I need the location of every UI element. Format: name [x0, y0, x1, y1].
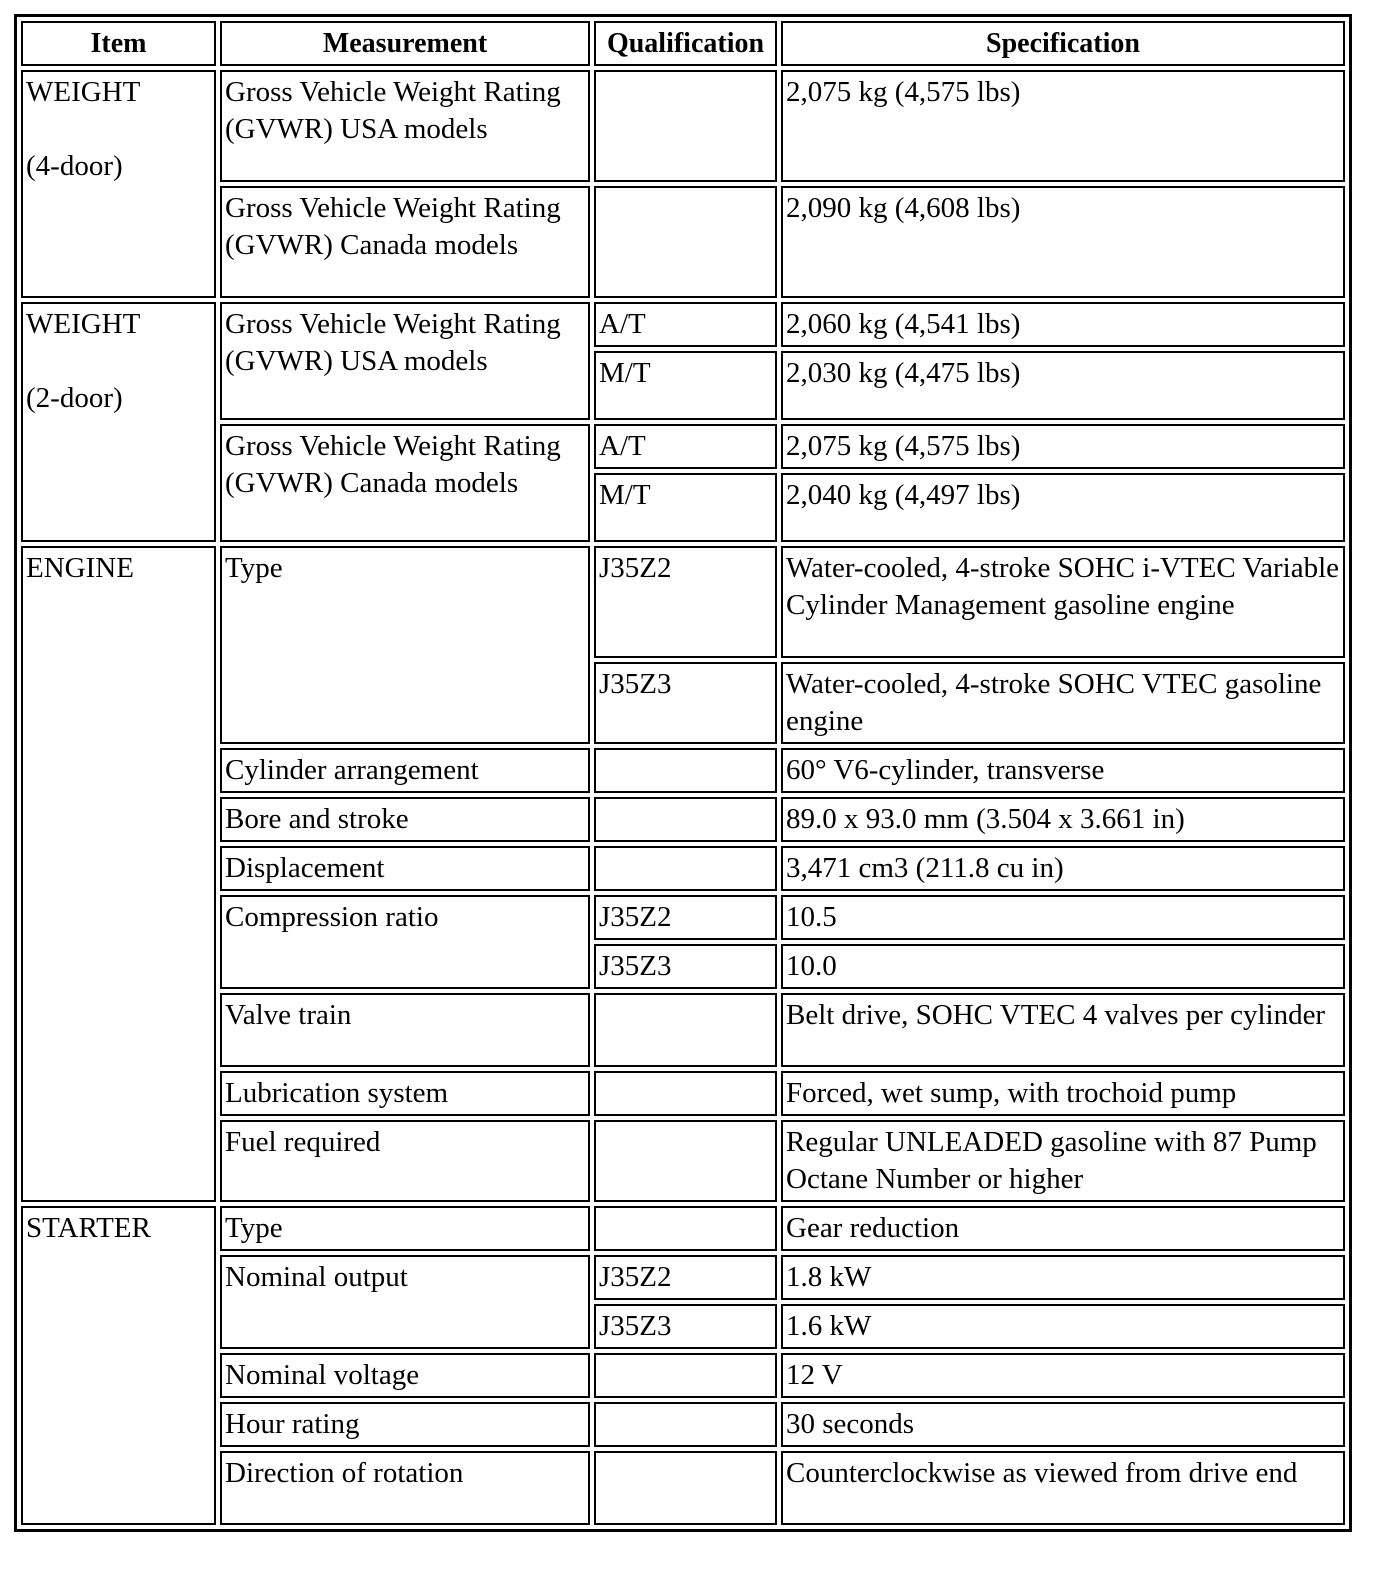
measurement-cell: Gross Vehicle Weight Rating (GVWR) Canada models [220, 186, 590, 298]
specification-cell: 2,090 kg (4,608 lbs) [781, 186, 1345, 298]
qualification-cell: J35Z3 [594, 662, 777, 744]
qualification-cell [594, 1402, 777, 1447]
specification-cell: Forced, wet sump, with trochoid pump [781, 1071, 1345, 1116]
table-row [21, 186, 1345, 298]
item-label: WEIGHT [26, 308, 141, 340]
table-row [21, 1120, 1345, 1202]
qualification-cell: J35Z2 [594, 895, 777, 940]
specifications-table [14, 14, 1352, 1532]
qualification-cell: J35Z2 [594, 1255, 777, 1300]
measurement-cell: Gross Vehicle Weight Rating (GVWR) USA models [220, 70, 590, 182]
measurement-cell: Bore and stroke [220, 797, 590, 842]
measurement-cell: Gross Vehicle Weight Rating (GVWR) Canada models [220, 424, 590, 542]
measurement-cell: Direction of rotation [220, 1451, 590, 1525]
qualification-cell [594, 1071, 777, 1116]
item-sublabel: (2-door) [26, 382, 123, 414]
specification-cell: Water-cooled, 4-stroke SOHC i-VTEC Variable Cylinder Management gasoline engine [781, 546, 1345, 658]
header-qualification: Qualification [594, 21, 777, 66]
measurement-cell: Valve train [220, 993, 590, 1067]
qualification-cell [594, 186, 777, 298]
table-row [21, 1255, 1345, 1300]
item-sublabel: (4-door) [26, 150, 123, 182]
qualification-cell [594, 748, 777, 793]
item-cell-engine: ENGINE [21, 546, 216, 1202]
qualification-cell [594, 1451, 777, 1525]
specification-cell: Water-cooled, 4-stroke SOHC VTEC gasoline engine [781, 662, 1345, 744]
table-row [21, 1451, 1345, 1525]
table-row [21, 1402, 1345, 1447]
specification-cell: 2,040 kg (4,497 lbs) [781, 473, 1345, 542]
specification-cell: Counterclockwise as viewed from drive end [781, 1451, 1345, 1525]
specification-cell: 1.8 kW [781, 1255, 1345, 1300]
item-cell-starter: STARTER [21, 1206, 216, 1525]
table-row [21, 546, 1345, 658]
measurement-cell: Nominal output [220, 1255, 590, 1349]
qualification-cell [594, 846, 777, 891]
table-row [21, 70, 1345, 182]
table-row [21, 424, 1345, 469]
specification-cell: 12 V [781, 1353, 1345, 1398]
table-row [21, 993, 1345, 1067]
measurement-cell: Type [220, 546, 590, 744]
specification-cell: 3,471 cm3 (211.8 cu in) [781, 846, 1345, 891]
qualification-cell: J35Z3 [594, 944, 777, 989]
item-cell-weight-4door [21, 70, 216, 298]
item-cell-weight-2door [21, 302, 216, 542]
specification-cell: 10.5 [781, 895, 1345, 940]
table-row [21, 846, 1345, 891]
specification-cell: 2,030 kg (4,475 lbs) [781, 351, 1345, 420]
item-label: WEIGHT [26, 76, 141, 108]
header-measurement: Measurement [220, 21, 590, 66]
qualification-cell [594, 993, 777, 1067]
table-row [21, 895, 1345, 940]
specification-cell: Gear reduction [781, 1206, 1345, 1251]
header-specification: Specification [781, 21, 1345, 66]
table-row [21, 1353, 1345, 1398]
specification-cell: 2,075 kg (4,575 lbs) [781, 70, 1345, 182]
header-row [21, 21, 1345, 66]
table-row [21, 302, 1345, 347]
qualification-cell: J35Z3 [594, 1304, 777, 1349]
table-row [21, 748, 1345, 793]
measurement-cell: Displacement [220, 846, 590, 891]
specification-cell: 60° V6-cylinder, transverse [781, 748, 1345, 793]
header-item: Item [21, 21, 216, 66]
qualification-cell: A/T [594, 424, 777, 469]
measurement-cell: Compression ratio [220, 895, 590, 989]
qualification-cell [594, 70, 777, 182]
measurement-cell: Fuel required [220, 1120, 590, 1202]
specification-cell: 2,075 kg (4,575 lbs) [781, 424, 1345, 469]
measurement-cell: Lubrication system [220, 1071, 590, 1116]
qualification-cell [594, 1120, 777, 1202]
specification-cell: 1.6 kW [781, 1304, 1345, 1349]
qualification-cell: M/T [594, 473, 777, 542]
measurement-cell: Nominal voltage [220, 1353, 590, 1398]
table-row [21, 1206, 1345, 1251]
specification-cell: Belt drive, SOHC VTEC 4 valves per cylinder [781, 993, 1345, 1067]
qualification-cell: J35Z2 [594, 546, 777, 658]
specification-cell: 30 seconds [781, 1402, 1345, 1447]
specification-cell: 2,060 kg (4,541 lbs) [781, 302, 1345, 347]
table-row [21, 1071, 1345, 1116]
specification-cell: Regular UNLEADED gasoline with 87 Pump Octane Number or higher [781, 1120, 1345, 1202]
qualification-cell: M/T [594, 351, 777, 420]
measurement-cell: Hour rating [220, 1402, 590, 1447]
measurement-cell: Type [220, 1206, 590, 1251]
measurement-cell: Cylinder arrangement [220, 748, 590, 793]
qualification-cell [594, 1353, 777, 1398]
qualification-cell: A/T [594, 302, 777, 347]
qualification-cell [594, 1206, 777, 1251]
specification-cell: 89.0 x 93.0 mm (3.504 x 3.661 in) [781, 797, 1345, 842]
specification-cell: 10.0 [781, 944, 1345, 989]
table-row [21, 797, 1345, 842]
measurement-cell: Gross Vehicle Weight Rating (GVWR) USA models [220, 302, 590, 420]
qualification-cell [594, 797, 777, 842]
